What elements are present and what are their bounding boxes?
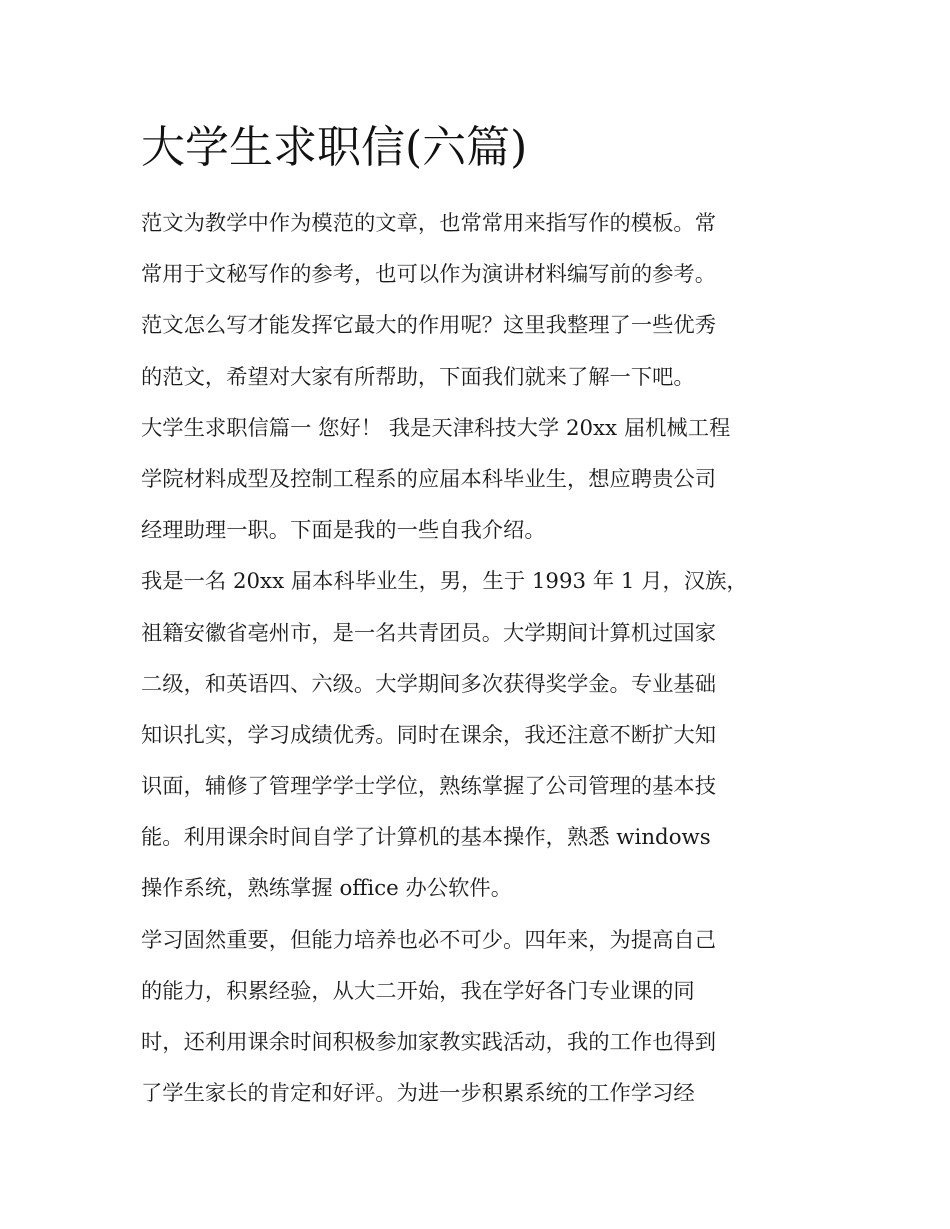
- body-line: 范文为教学中作为模范的文章，也常常用来指写作的模板。常: [141, 211, 717, 236]
- body-line: 能。利用课余时间自学了计算机的基本操作，熟悉 windows: [141, 825, 711, 851]
- body-line: 操作系统，熟练掌握 office 办公软件。: [141, 876, 512, 902]
- body-line: 祖籍安徽省亳州市，是一名共青团员。大学期间计算机过国家: [141, 620, 717, 646]
- body-line: 二级，和英语四、六级。大学期间多次获得奖学金。专业基础: [141, 671, 717, 697]
- body-line: 的能力，积累经验，从大二开始，我在学好各门专业课的同: [141, 978, 695, 1004]
- body-line: 常用于文秘写作的参考，也可以作为演讲材料编写前的参考。: [141, 262, 717, 288]
- document-body: [141, 198, 813, 1119]
- body-line: 了学生家长的肯定和好评。为进一步积累系统的工作学习经: [141, 1081, 695, 1107]
- document-title: 大学生求职信(六篇): [141, 122, 528, 173]
- body-line: 识面，辅修了管理学学士学位，熟练掌握了公司管理的基本技: [141, 774, 717, 800]
- body-line: 大学生求职信篇一 您好！ 我是天津科技大学 20xx 届机械工程: [141, 415, 731, 441]
- body-line: 学院材料成型及控制工程系的应届本科毕业生，想应聘贵公司: [141, 466, 717, 492]
- body-line: 的范文，希望对大家有所帮助，下面我们就来了解一下吧。: [141, 364, 695, 390]
- body-line: 知识扎实，学习成绩优秀。同时在课余，我还注意不断扩大知: [141, 722, 717, 748]
- body-line: 学习固然重要，但能力培养也必不可少。四年来，为提高自己: [141, 927, 717, 953]
- body-line: 范文怎么写才能发挥它最大的作用呢？这里我整理了一些优秀: [141, 313, 717, 339]
- body-line: 经理助理一职。下面是我的一些自我介绍。: [141, 518, 546, 544]
- body-line: 我是一名 20xx 届本科毕业生，男，生于 1993 年 1 月，汉族，: [141, 569, 748, 595]
- body-line: 时，还利用课余时间积极参加家教实践活动，我的工作也得到: [141, 1030, 717, 1055]
